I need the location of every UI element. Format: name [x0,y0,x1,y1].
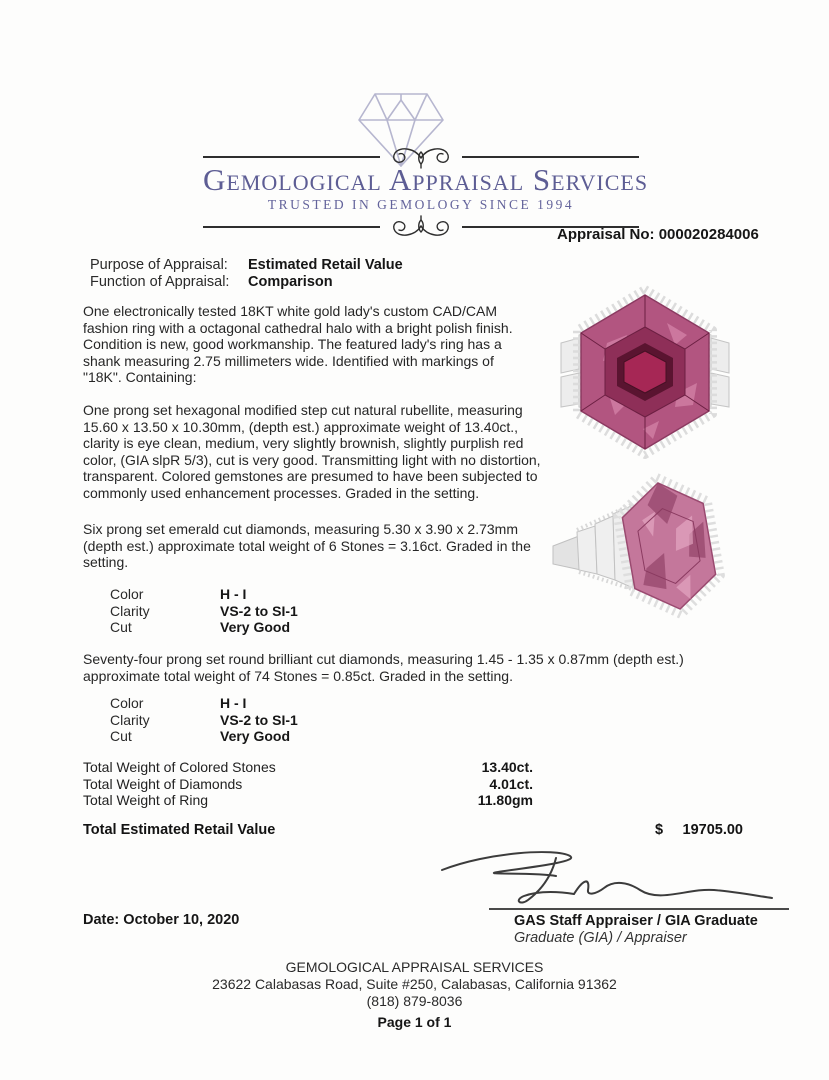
signature-line [489,908,789,910]
date-value: October 10, 2020 [123,912,240,928]
appraisal-number [557,226,759,243]
retail-value-amount [655,822,743,838]
paragraph-round-diamonds: Seventy-four prong set round brilliant cut diamonds, measuring 1.45 - 1.35 x 0.87mm (depth est.) approximate total weight of 74 Stones = 0.85ct. Graded in the setting. [83,651,684,684]
total-ring-weight-row: Total Weight of Ring 11.80gm [83,792,533,809]
footer-org-name: GEMOLOGICAL APPRAISAL SERVICES [285,959,544,975]
table-row: Color H - I [110,695,247,711]
function-value: Comparison [248,273,333,290]
table-row: Cut Very Good [110,728,291,745]
paragraph-rubellite: One prong set hexagonal modified step cut natural rubellite, measuring 15.60 x 13.50 x 10.30mm, (depth est.) approximate weight of 13.40ct., clarity is eye clean, medium, very slightly brownish, slightly purplish red color, (GIA slpR 5/3), cut is very good. Transmitting light with no distortion, transparent. Colored gemstones are presumed to have been subjected to commonly used enhancement processes. Graded in the setting. [83,402,541,501]
org-tagline: TRUSTED IN GEMOLOGY SINCE 1994 [267,197,575,212]
function-row [90,274,403,291]
retail-value-number: 19705.00 [682,822,743,838]
footer [0,959,829,1031]
appraiser-name: GAS Staff Appraiser / GIA Graduate [514,913,758,929]
appraisal-number-label: Appraisal No: [557,226,655,243]
signature [428,848,788,910]
footer-address: 23622 Calabasas Road, Suite #250, Calabasas, California 91362 [212,976,617,992]
function-label: Function of Appraisal: [90,273,230,290]
purpose-row [90,257,403,274]
footer-phone: (818) 879-8036 [366,993,463,1009]
retail-value-label: Total Estimated Retail Value [83,822,276,838]
date [83,912,239,928]
total-colored-stones-row: Total Weight of Colored Stones 13.40ct. [83,759,533,775]
appraisal-number-value: 000020284006 [658,226,759,243]
total-diamonds-row: Total Weight of Diamonds 4.01ct. [83,775,533,792]
table-row: Cut Very Good [110,619,291,636]
table-row: Clarity VS-2 to SI-1 [110,711,298,728]
paragraph-emerald-cut-diamonds: Six prong set emerald cut diamonds, measuring 5.30 x 3.90 x 2.73mm (depth est.) approximate total weight of 6 Stones = 3.16ct. Graded in the setting. [83,521,531,571]
table-row: Color H - I [110,586,247,602]
appraiser-block [514,913,758,947]
grade-table-round-diamonds [110,695,298,745]
ring-photo-side-view [551,468,733,628]
ring-photo-top-view [557,283,733,463]
paragraph-ring-description: One electronically tested 18KT white gold lady's custom CAD/CAM fashion ring with a octagonal cathedral halo with a bright polish finish. Condition is new, good workmanship. The featured lady's ring has a shank measuring 2.75 millimeters wide. Identified with markings of "18K". Containing: [83,303,513,386]
date-label: Date: [83,912,120,928]
flourish-ornament-bottom-icon [382,214,460,240]
currency-symbol: $ [655,822,664,838]
totals-section [83,759,533,809]
purpose-value: Estimated Retail Value [248,257,403,273]
appraisal-info [90,257,403,290]
table-row: Clarity VS-2 to SI-1 [110,602,298,619]
appraiser-title: Graduate (GIA) / Appraiser [514,930,687,946]
page-number: Page 1 of 1 [377,1014,452,1030]
grade-table-emerald-diamonds [110,586,298,636]
purpose-label: Purpose of Appraisal: [90,257,228,273]
org-name: Gemological Appraisal Services [203,162,649,197]
